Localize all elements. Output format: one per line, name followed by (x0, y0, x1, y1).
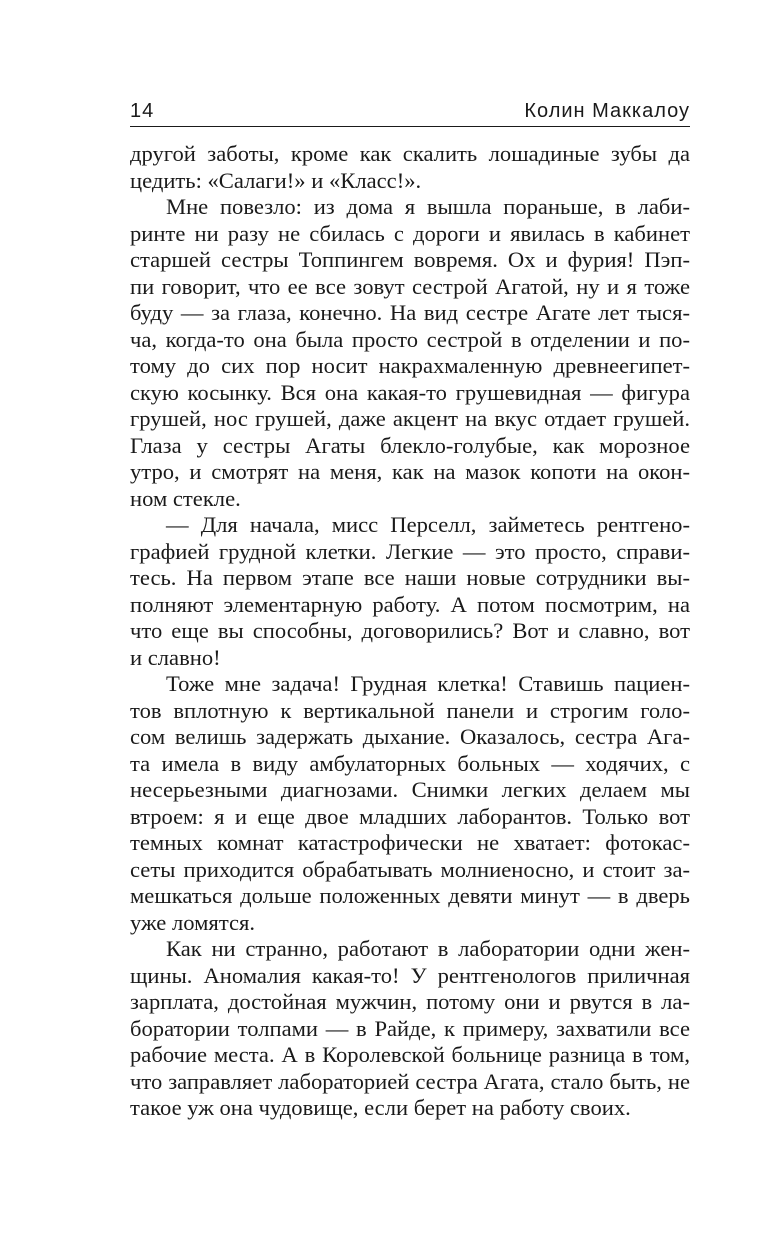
book-page (130, 96, 690, 1122)
text-line: тов вплотную к вертикальной панели и строгим голо- (130, 697, 690, 723)
text-line: сом велишь задержать дыхание. Оказалось, сестра Ага- (130, 724, 690, 749)
text-line: зарплата, достойная мужчин, потому они и рвутся в ла- (130, 989, 690, 1014)
text-line: утро, и смотрят на меня, как на мазок копоти на окон- (130, 459, 690, 484)
text-line: мешкаться дольше положенных девяти минут — в дверь (130, 883, 690, 908)
body-text (130, 141, 690, 1122)
text-line: что заправляет лабораторией сестра Агата, стало быть, не (130, 1068, 690, 1094)
text-line: Тоже мне задача! Грудная клетка! Ставишь пациен- (166, 671, 690, 696)
text-line: ча, когда-то она была просто сестрой в отделении и по- (130, 326, 690, 352)
text-line: темных комнат катастрофически не хватает: фотокас- (130, 830, 690, 855)
text-line: грушей, нос грушей, даже акцент на вкус отдает грушей. (130, 406, 690, 431)
text-line: — Для начала, мисс Перселл, займетесь рентгено- (166, 512, 690, 537)
text-line: щины. Аномалия какая-то! У рентгенологов приличная (130, 962, 690, 988)
text-line: Как ни странно, работают в лаборатории одни жен- (166, 936, 690, 961)
text-line: и славно! (130, 644, 221, 670)
text-line: Глаза у сестры Агаты блекло-голубые, как морозное (130, 432, 690, 458)
text-line: цедить: «Салаги!» и «Класс!». (130, 167, 422, 193)
text-line: пи говорит, что ее все зовут сестрой Агатой, ну и я тоже (130, 273, 690, 299)
text-line: та имела в виду амбулаторных больных — ходячих, с (130, 750, 690, 776)
page-number: 14 (130, 100, 155, 122)
text-line: скую косынку. Вся она какая-то грушевидная — фигура (130, 379, 690, 405)
text-line: сеты приходится обрабатывать молниеносно, и стоит за- (130, 856, 690, 882)
text-line: старшей сестры Топпингем вовремя. Ох и фурия! Пэп- (130, 247, 690, 272)
header-rule (130, 126, 690, 127)
text-line: Мне повезло: из дома я вышла пораньше, в лаби- (166, 194, 690, 219)
text-line: тесь. На первом этапе все наши новые сотрудники вы- (130, 565, 690, 590)
text-line: уже ломятся. (130, 909, 256, 935)
running-title: Колин Маккалоу (524, 100, 690, 122)
text-line: тому до сих пор носит накрахмаленную древнеегипет- (130, 353, 690, 378)
text-line: боратории толпами — в Райде, к примеру, захватили все (130, 1015, 690, 1041)
text-line: втроем: я и еще двое младших лаборантов. Только вот (130, 803, 690, 829)
text-line: ринте ни разу не сбилась с дороги и явилась в кабинет (130, 220, 690, 246)
text-line: что еще вы способны, договорились? Вот и славно, вот (130, 618, 690, 643)
text-line: рабочие места. А в Королевской больнице разница в том, (130, 1042, 690, 1067)
text-line: ном стекле. (130, 485, 241, 511)
page-header (130, 96, 690, 126)
text-line: графией грудной клетки. Легкие — это просто, справи- (130, 538, 690, 564)
text-line: несерьезными диагнозами. Снимки легких делаем мы (130, 777, 690, 802)
text-line: буду — за глаза, конечно. На вид сестре Агате лет тыся- (130, 300, 690, 325)
text-line: такое уж она чудовище, если берет на работу своих. (130, 1095, 631, 1120)
text-line: полняют элементарную работу. А потом посмотрим, на (130, 591, 690, 617)
text-line: другой заботы, кроме как скалить лошадиные зубы да (130, 141, 690, 166)
